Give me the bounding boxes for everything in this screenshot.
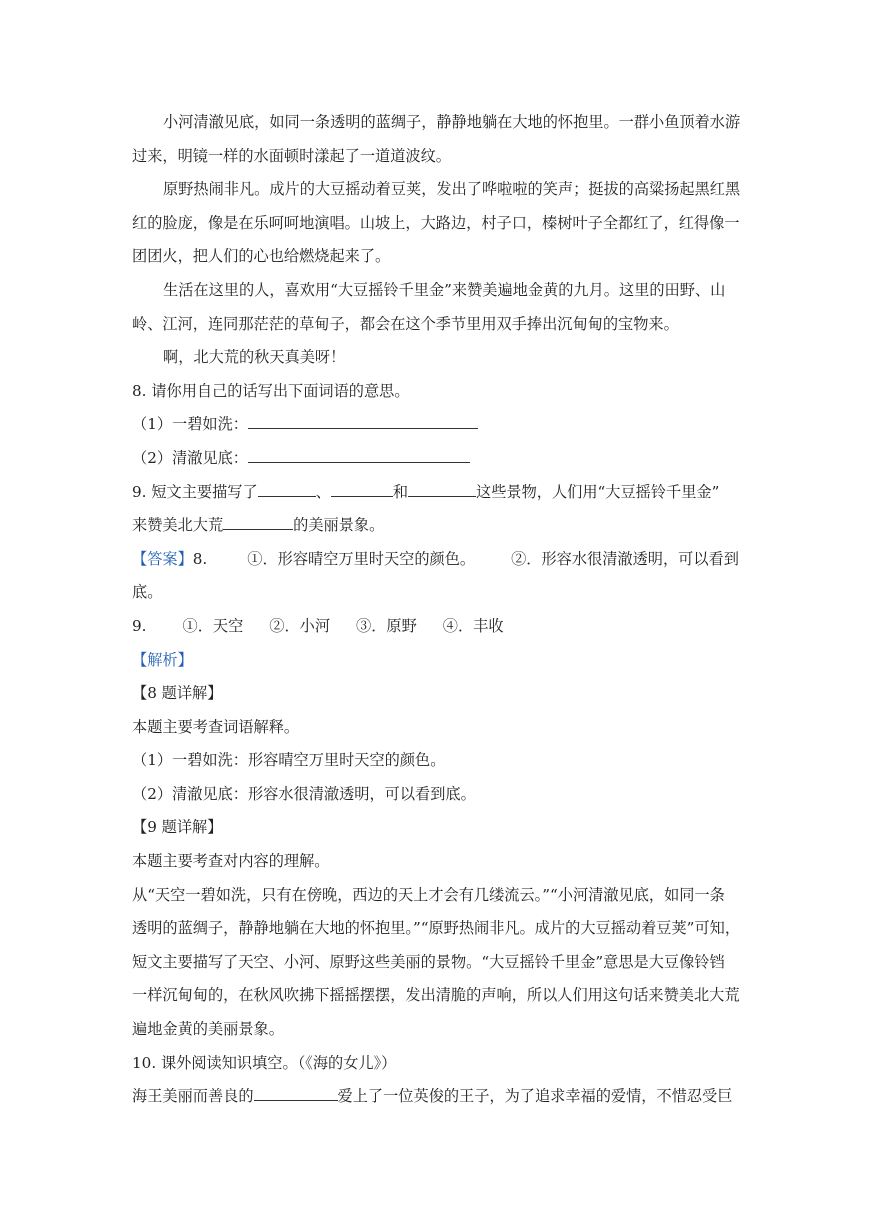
answer-q9-number: 9. <box>132 616 147 635</box>
answer-q9-option-3: ③．原野 <box>356 616 417 635</box>
analysis-q9-line4: 一样沉甸甸的，在秋风吹拂下摇摇摆摆，发出清脆的声响，所以人们用这句话来赞美北大荒 <box>132 986 740 1005</box>
question-10-line1 <box>132 1080 749 1114</box>
analysis-q8-item-2: （2）清澈见底：形容水很清澈透明，可以看到底。 <box>132 784 476 803</box>
question-9-line2 <box>132 509 749 543</box>
question-10-text: 海王美丽而善良的 <box>132 1087 254 1106</box>
passage-p2-line3: 团团火，把人们的心也给燃烧起来了。 <box>132 247 391 266</box>
question-9-line1 <box>132 476 749 510</box>
answer-tag: 【答案】 <box>132 549 193 568</box>
answer-q9-line <box>132 610 749 644</box>
answer-q8-line <box>132 543 749 577</box>
passage-p3-line2: 岭、江河，连同那茫茫的草甸子，都会在这个季节里用双手捧出沉甸甸的宝物来。 <box>132 314 679 333</box>
question-9-text: 这些景物，人们用“大豆摇铃千里金” <box>476 482 720 501</box>
passage-p2-line1: 原野热闹非凡。成片的大豆摇动着豆荚，发出了哗啦啦的笑声；挺拔的高粱扬起黑红黑 <box>163 180 741 199</box>
answer-q8-option-1: ①．形容晴空万里时天空的颜色。 <box>247 549 476 568</box>
question-9-text: 来赞美北大荒 <box>132 516 224 535</box>
question-9-text: 9. 短文主要描写了 <box>132 482 258 501</box>
answer-q8-option-2: ②．形容水很清澈透明，可以看到 <box>511 549 739 568</box>
passage-p2-line2: 红的脸庞，像是在乐呵呵地演唱。山坡上，大路边，村子口，榛树叶子全都红了，红得像一 <box>132 213 740 232</box>
answer-blank <box>258 482 316 497</box>
analysis-q8-item-1: （1）一碧如洗：形容晴空万里时天空的颜色。 <box>132 751 446 770</box>
question-9-text: 的美丽景象。 <box>293 516 385 535</box>
passage-p1-line1: 小河清澈见底，如同一条透明的蓝绸子，静静地躺在大地的怀抱里。一群小鱼顶着水游 <box>163 113 741 131</box>
answer-blank <box>408 482 476 497</box>
analysis-q8-heading: 【8 题详解】 <box>132 684 223 703</box>
question-10-stem: 10. 课外阅读知识填空。（《海的女儿》） <box>132 1053 397 1072</box>
passage-p1-line2: 过来，明镜一样的水面顿时漾起了一道道波纹。 <box>132 146 451 165</box>
answer-q8-continuation: 底。 <box>132 583 163 602</box>
question-8-item-1-label: （1）一碧如洗： <box>132 415 248 434</box>
analysis-q9-summary: 本题主要考查对内容的理解。 <box>132 852 330 871</box>
answer-q8-number: 8. <box>192 549 208 568</box>
answer-q9-option-1: ①．天空 <box>182 616 244 635</box>
analysis-q9-heading: 【9 题详解】 <box>132 818 223 837</box>
passage-p4-line1: 啊，北大荒的秋天真美呀！ <box>163 348 346 367</box>
answer-blank <box>331 482 393 497</box>
answer-blank <box>223 515 293 530</box>
analysis-q8-summary: 本题主要考查词语解释。 <box>132 717 300 736</box>
answer-blank <box>254 1086 338 1101</box>
question-8-item-1 <box>132 408 749 442</box>
answer-q9-option-4: ④．丰收 <box>442 616 504 635</box>
answer-blank <box>248 414 478 429</box>
analysis-q9-line1: 从“天空一碧如洗，只有在傍晚，西边的天上才会有几缕流云。”“小河清澈见底，如同一条 <box>132 885 725 904</box>
question-8-item-2 <box>132 442 749 476</box>
analysis-q9-line3: 短文主要描写了天空、小河、原野这些美丽的景物。“大豆摇铃千里金”意思是大豆像铃铛 <box>132 952 725 971</box>
passage-p3-line1: 生活在这里的人，喜欢用“大豆摇铃千里金”来赞美遍地金黄的九月。这里的田野、山 <box>163 280 726 299</box>
question-9-separator: 和 <box>392 482 409 501</box>
question-9-separator: 、 <box>315 482 331 501</box>
question-8-stem: 8. 请你用自己的话写出下面词语的意思。 <box>132 381 410 400</box>
answer-blank <box>248 448 470 463</box>
analysis-q9-line2: 透明的蓝绸子，静静地躺在大地的怀抱里。”“原野热闹非凡。成片的大豆摇动着豆荚”可知， <box>132 919 741 938</box>
analysis-q9-line5: 遍地金黄的美丽景象。 <box>132 1020 284 1039</box>
analysis-tag: 【解析】 <box>132 650 193 669</box>
question-10-text: 爱上了一位英俊的王子，为了追求幸福的爱情，不惜忍受巨 <box>337 1087 733 1106</box>
question-8-item-2-label: （2）清澈见底： <box>132 448 248 467</box>
answer-q9-option-2: ②．小河 <box>269 616 330 635</box>
